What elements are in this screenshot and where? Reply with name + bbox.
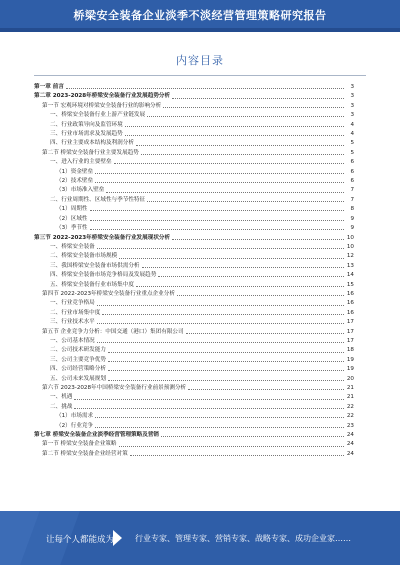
toc-entry-page: 10 (346, 243, 354, 250)
toc-leader-dots (106, 192, 344, 193)
footer-tagline: 行业专家、管理专家、营销专家、战略专家、成功企业家…… (135, 534, 351, 543)
toc-entry[interactable] (34, 149, 354, 158)
toc-entry-title: 一、桥梁安全装备 (50, 243, 95, 250)
toc-entry-page: 3 (350, 112, 354, 119)
toc-entry-page: 3 (350, 102, 354, 109)
footer-slogan: 让每个人都能成为 (46, 535, 115, 545)
toc-leader-dots (74, 399, 344, 400)
toc-entry[interactable] (34, 252, 354, 261)
toc-leader-dots (66, 88, 344, 89)
toc-entry-title: 四、桥梁安全装备市场竞争格局及发展趋势 (50, 272, 157, 279)
toc-entry-page: 5 (350, 149, 354, 156)
toc-entry-title: （2）区域性 (56, 215, 88, 222)
toc-entry[interactable] (34, 196, 354, 205)
toc-entry[interactable] (34, 92, 354, 101)
toc-entry-title: 二、行业周期性、区域性与季节性特征 (50, 196, 146, 203)
toc-entry-page: 22 (346, 413, 354, 420)
toc-entry-title: 第五节 企业竞争力分析：中国交通（港口）集团有限公司 (42, 328, 184, 335)
toc-leader-dots (161, 436, 344, 437)
toc-entry-title: 一、进入行业的主要壁垒 (50, 159, 112, 166)
toc-leader-dots (108, 352, 344, 353)
toc-leader-dots (186, 333, 344, 334)
toc-leader-dots (188, 389, 344, 390)
toc-entry[interactable] (34, 422, 354, 431)
toc-entry[interactable] (34, 318, 354, 327)
toc-entry-page: 18 (346, 347, 354, 354)
toc-entry[interactable] (34, 224, 354, 233)
header-band (0, 28, 400, 32)
toc-leader-dots (97, 323, 344, 324)
toc-leader-dots (74, 408, 344, 409)
toc-entry-page: 17 (346, 328, 354, 335)
toc-entry-title: 一、桥梁安全装备行业上游产业链发展 (50, 112, 146, 119)
toc-entry[interactable] (34, 215, 354, 224)
toc-entry[interactable] (34, 83, 354, 92)
arrow-right-icon (113, 530, 122, 546)
toc-entry[interactable] (34, 234, 354, 243)
toc-leader-dots (97, 305, 344, 306)
toc-entry-page: 17 (346, 337, 354, 344)
toc-entry-title: 二、桥梁安全装备市场规模 (50, 253, 118, 260)
toc-entry[interactable] (34, 356, 354, 365)
toc-entry-page: 14 (346, 272, 354, 279)
toc-leader-dots (97, 342, 344, 343)
toc-entry-page: 23 (346, 422, 354, 429)
document-title: 桥梁安全装备企业淡季不淡经营管理策略研究报告 (73, 9, 327, 22)
toc-entry[interactable] (34, 412, 354, 421)
toc-entry-page: 24 (346, 432, 354, 439)
toc-entry-title: 二、行业市场集中度 (50, 309, 101, 316)
toc-entry-page: 7 (350, 196, 354, 203)
toc-entry[interactable] (34, 290, 354, 299)
toc-leader-dots (97, 248, 344, 249)
toc-entry[interactable] (34, 139, 354, 148)
toc-entry-title: 四、行业主要成本结构及利润分析 (50, 140, 134, 147)
toc-entry-page: 19 (346, 366, 354, 373)
toc-entry[interactable] (34, 431, 354, 440)
toc-entry-page: 19 (346, 356, 354, 363)
toc-entry-title: 二、公司技术研发能力 (50, 347, 106, 354)
toc-entry-title: 三、我国桥梁安全装备市场供需分析 (50, 262, 140, 269)
toc-entry[interactable] (34, 262, 354, 271)
toc-leader-dots (108, 380, 344, 381)
toc-entry[interactable] (34, 121, 354, 130)
toc-leader-dots (102, 314, 344, 315)
toc-leader-dots (95, 173, 344, 174)
toc-entry-title: 第六节 2023-2028年中国桥梁安全装备行业前景预测分析 (42, 385, 187, 391)
toc-entry-title: （1）周期性 (56, 206, 88, 213)
toc-leader-dots (141, 154, 344, 155)
toc-entry-title: 二、行业政策导向及监管环境 (50, 121, 123, 128)
toc-leader-dots (163, 107, 344, 108)
toc-entry[interactable] (34, 102, 354, 111)
toc-entry[interactable] (34, 393, 354, 402)
toc-entry-title: （2）行业竞争 (56, 422, 94, 429)
toc-entry-page: 3 (350, 93, 354, 100)
toc-leader-dots (172, 239, 344, 240)
toc-leader-dots (172, 98, 344, 99)
toc-entry-page: 9 (350, 225, 354, 232)
toc-entry-page: 6 (350, 168, 354, 175)
toc-entry-page: 4 (350, 121, 354, 128)
toc-entry-title: 四、公司经营策略分析 (50, 366, 106, 373)
toc-leader-dots (108, 370, 344, 371)
toc-entry-title: 二、挑战 (50, 403, 73, 410)
toc-entry[interactable] (34, 440, 354, 449)
toc-leader-dots (114, 163, 344, 164)
toc-entry[interactable] (34, 384, 354, 393)
toc-leader-dots (147, 116, 344, 117)
toc-entry-page: 16 (346, 300, 354, 307)
toc-entry[interactable] (34, 346, 354, 355)
toc-entry-page: 21 (346, 394, 354, 401)
toc-entry-page: 10 (346, 234, 354, 241)
toc-entry-page: 7 (350, 187, 354, 194)
toc-entry-title: 第一节 宏观环境对桥梁安全装备行业的影响分析 (42, 102, 162, 109)
toc-entry-page: 8 (350, 206, 354, 213)
toc-entry-title: 第二章 2023-2028年桥梁安全装备行业发展趋势分析 (34, 93, 171, 100)
toc-entry-page: 17 (346, 319, 354, 326)
toc-entry[interactable] (34, 205, 354, 214)
toc-entry-page: 3 (350, 84, 354, 90)
toc-entry-page: 16 (346, 290, 354, 297)
toc-leader-dots (142, 267, 344, 268)
toc-entry-page: 9 (350, 215, 354, 222)
toc-entry-title: 第二节 桥梁安全装备行业主要发展趋势 (42, 149, 139, 156)
toc-entry-title: 第一节 桥梁安全装备企业策略 (42, 441, 117, 448)
toc-entry[interactable] (34, 450, 354, 459)
toc-entry-page: 20 (346, 375, 354, 382)
toc-leader-dots (147, 201, 344, 202)
footer-banner (0, 511, 400, 565)
toc-entry[interactable] (34, 299, 354, 308)
toc-entry-page: 22 (346, 403, 354, 410)
toc-entry-title: 第一章 前言 (34, 84, 64, 90)
toc-entry[interactable] (34, 365, 354, 374)
toc-leader-dots (136, 286, 344, 287)
toc-entry-title: 一、行业竞争格局 (50, 300, 95, 307)
toc-entry[interactable] (34, 281, 354, 290)
toc-entry-title: 一、机遇 (50, 394, 73, 401)
toc-entry[interactable] (34, 328, 354, 337)
toc-leader-dots (125, 135, 344, 136)
table-of-contents (34, 83, 354, 459)
toc-entry-title: 第二节 桥梁安全装备企业经营对策 (42, 450, 128, 457)
toc-entry-title: （2）技术壁垒 (56, 178, 94, 185)
toc-entry-title: （1）市场需求 (56, 413, 94, 420)
toc-leader-dots (90, 220, 344, 221)
toc-entry[interactable] (34, 186, 354, 195)
toc-entry[interactable] (34, 158, 354, 167)
toc-entry-page: 4 (350, 131, 354, 138)
toc-entry-page: 16 (346, 309, 354, 316)
toc-entry-title: （3）季节性 (56, 225, 88, 232)
toc-entry[interactable] (34, 337, 354, 346)
toc-entry[interactable] (34, 309, 354, 318)
toc-entry[interactable] (34, 243, 354, 252)
toc-entry-title: 第四节 2022-2023年桥梁安全装备行业重点企业分析 (42, 290, 175, 297)
toc-leader-dots (130, 455, 344, 456)
toc-entry-title: 五、公司未来发展规划 (50, 375, 106, 382)
toc-entry-page: 24 (346, 441, 354, 448)
toc-entry-title: 第三节 2022-2023年桥梁安全装备行业发展现状分析 (34, 234, 171, 241)
toc-divider (34, 75, 366, 76)
toc-entry-page: 6 (350, 178, 354, 185)
toc-entry-title: 三、行业技术水平 (50, 319, 95, 326)
toc-entry-title: 第七章 桥梁安全装备企业淡季经营管理策略及营销 (34, 432, 160, 439)
toc-leader-dots (90, 229, 344, 230)
toc-leader-dots (95, 417, 344, 418)
toc-entry-page: 12 (346, 253, 354, 260)
toc-entry-title: 三、行业市场需求及发展趋势 (50, 131, 123, 138)
toc-entry-title: （3）市场准入壁垒 (56, 187, 105, 194)
toc-leader-dots (158, 276, 344, 277)
toc-entry-page: 24 (346, 450, 354, 457)
toc-leader-dots (90, 210, 344, 211)
toc-leader-dots (95, 182, 344, 183)
toc-entry-title: 五、桥梁安全装备行业市场集中度 (50, 281, 134, 288)
toc-entry-title: （1）资金壁垒 (56, 168, 94, 175)
toc-leader-dots (125, 126, 344, 127)
toc-heading: 内容目录 (176, 54, 224, 67)
toc-entry-page: 15 (346, 281, 354, 288)
toc-entry-title: 三、公司主要竞争优势 (50, 356, 106, 363)
toc-leader-dots (95, 427, 344, 428)
toc-leader-dots (119, 258, 344, 259)
toc-leader-dots (119, 446, 345, 447)
toc-entry[interactable] (34, 403, 354, 412)
toc-entry-page: 13 (346, 262, 354, 269)
toc-leader-dots (177, 295, 344, 296)
toc-leader-dots (136, 145, 344, 146)
toc-entry-page: 21 (346, 385, 354, 391)
toc-entry[interactable] (34, 111, 354, 120)
toc-entry[interactable] (34, 130, 354, 139)
toc-entry[interactable] (34, 177, 354, 186)
toc-entry-title: 一、公司基本情况 (50, 337, 95, 344)
toc-entry-page: 6 (350, 159, 354, 166)
toc-entry[interactable] (34, 271, 354, 280)
toc-entry[interactable] (34, 168, 354, 177)
toc-entry[interactable] (34, 375, 354, 384)
toc-leader-dots (108, 361, 344, 362)
toc-entry-page: 5 (350, 140, 354, 147)
header-bar (0, 0, 400, 32)
